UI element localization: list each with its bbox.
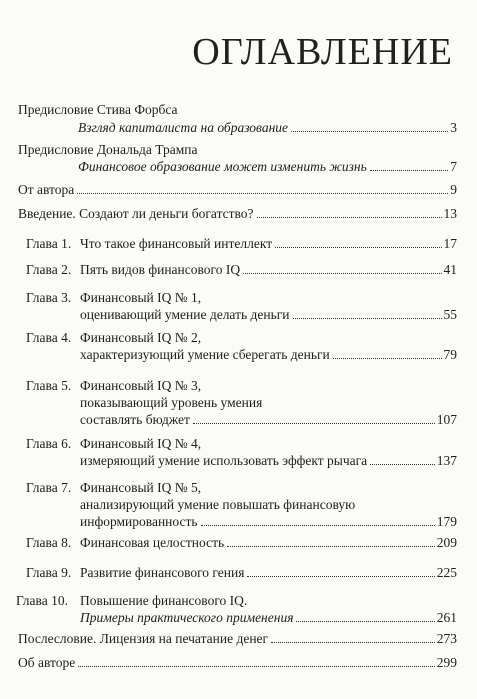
foreword-forbes-subtitle: Взгляд капиталиста на образование <box>78 120 289 135</box>
foreword-trump-heading: Предисловие Дональда Трампа <box>18 142 198 157</box>
about-label: Об авторе <box>18 655 76 670</box>
leader-dots <box>257 217 442 218</box>
chapter-title-line: Финансовый IQ № 4, <box>80 436 202 451</box>
chapter-title-line: Повышение финансового IQ. <box>80 593 248 608</box>
page-number: 137 <box>436 453 457 468</box>
afterword-row[interactable] <box>18 631 457 647</box>
intro-label: Введение. Создают ли деньги богатство? <box>18 206 254 221</box>
chapter-title-line: показывающий уровень умения <box>80 395 263 410</box>
chapter-title-line: информированность <box>80 514 198 529</box>
leader-dots <box>275 247 441 248</box>
page-number: 41 <box>443 262 457 277</box>
foreword-forbes-row[interactable] <box>78 120 457 136</box>
page-number: 55 <box>443 307 457 322</box>
chapter-number: Глава 4. <box>26 330 72 345</box>
page-number: 17 <box>443 236 457 251</box>
page-number: 179 <box>436 514 457 529</box>
chapter-row[interactable] <box>80 535 457 551</box>
chapter-title-line: Финансовый IQ № 1, <box>80 290 202 305</box>
chapter-number: Глава 5. <box>26 378 72 393</box>
chapter-row[interactable] <box>80 307 457 323</box>
afterword-label: Послесловие. Лицензия на печатание денег <box>18 631 269 646</box>
chapter-title-line: Финансовый IQ № 2, <box>80 330 202 345</box>
page-number: 7 <box>450 159 457 174</box>
leader-dots <box>293 318 442 319</box>
chapter-title-line: составлять бюджет <box>80 412 190 427</box>
about-row[interactable] <box>18 655 457 671</box>
chapter-number: Глава 2. <box>26 262 72 277</box>
author-note-row[interactable] <box>18 182 457 198</box>
leader-dots <box>370 464 435 465</box>
chapter-title-line: Что такое финансовый интеллект <box>80 236 273 251</box>
chapter-title-line: Примеры практического применения <box>80 610 294 625</box>
chapter-number: Глава 6. <box>26 436 72 451</box>
page-number: 209 <box>436 535 457 550</box>
chapter-number: Глава 3. <box>26 290 72 305</box>
chapter-number: Глава 8. <box>26 535 72 550</box>
page-number: 79 <box>443 347 457 362</box>
leader-dots <box>243 273 441 274</box>
author-note-label: От автора <box>18 182 75 197</box>
page-number: 299 <box>436 655 457 670</box>
chapter-number: Глава 1. <box>26 236 72 251</box>
leader-dots <box>78 666 435 667</box>
chapter-title-line: Финансовая целостность <box>80 535 225 550</box>
chapter-number: Глава 10. <box>16 593 68 608</box>
chapter-title-line: характеризующий умение сберегать деньги <box>80 347 330 362</box>
leader-dots <box>296 621 434 622</box>
leader-dots <box>227 546 435 547</box>
chapter-row[interactable] <box>80 610 457 626</box>
page-number: 225 <box>436 565 457 580</box>
page-number: 3 <box>450 120 457 135</box>
chapter-row[interactable] <box>80 565 457 581</box>
leader-dots <box>291 131 448 132</box>
chapter-title-line: Финансовый IQ № 3, <box>80 378 202 393</box>
chapter-title-line: анализирующий умение повышать финансовую <box>80 497 356 512</box>
chapter-title-line: оценивающий умение делать деньги <box>80 307 290 322</box>
chapter-row[interactable] <box>80 262 457 278</box>
chapter-row[interactable] <box>80 514 457 530</box>
page-title: ОГЛАВЛЕНИЕ <box>192 31 453 73</box>
foreword-trump-row[interactable] <box>78 159 457 175</box>
leader-dots <box>271 642 435 643</box>
page-number: 273 <box>436 631 457 646</box>
leader-dots <box>247 576 434 577</box>
leader-dots <box>193 423 435 424</box>
chapter-row[interactable] <box>80 236 457 252</box>
chapter-number: Глава 7. <box>26 480 72 495</box>
chapter-title-line: Развитие финансового гения <box>80 565 245 580</box>
leader-dots <box>370 170 448 171</box>
chapter-number: Глава 9. <box>26 565 72 580</box>
leader-dots <box>333 358 442 359</box>
page-number: 261 <box>436 610 457 625</box>
leader-dots <box>77 193 448 194</box>
page-number: 9 <box>450 182 457 197</box>
chapter-row[interactable] <box>80 347 457 363</box>
chapter-row[interactable] <box>80 453 457 469</box>
foreword-trump-subtitle: Финансовое образование может изменить жизнь <box>78 159 367 174</box>
chapter-title-line: Пять видов финансового IQ <box>80 262 241 277</box>
page-number: 107 <box>436 412 457 427</box>
intro-row[interactable] <box>18 206 457 222</box>
chapter-row[interactable] <box>80 412 457 428</box>
foreword-forbes-heading: Предисловие Стива Форбса <box>18 102 178 117</box>
page-number: 13 <box>443 206 457 221</box>
chapter-title-line: измеряющий умение использовать эффект рычага <box>80 453 368 468</box>
leader-dots <box>201 525 435 526</box>
chapter-title-line: Финансовый IQ № 5, <box>80 480 202 495</box>
